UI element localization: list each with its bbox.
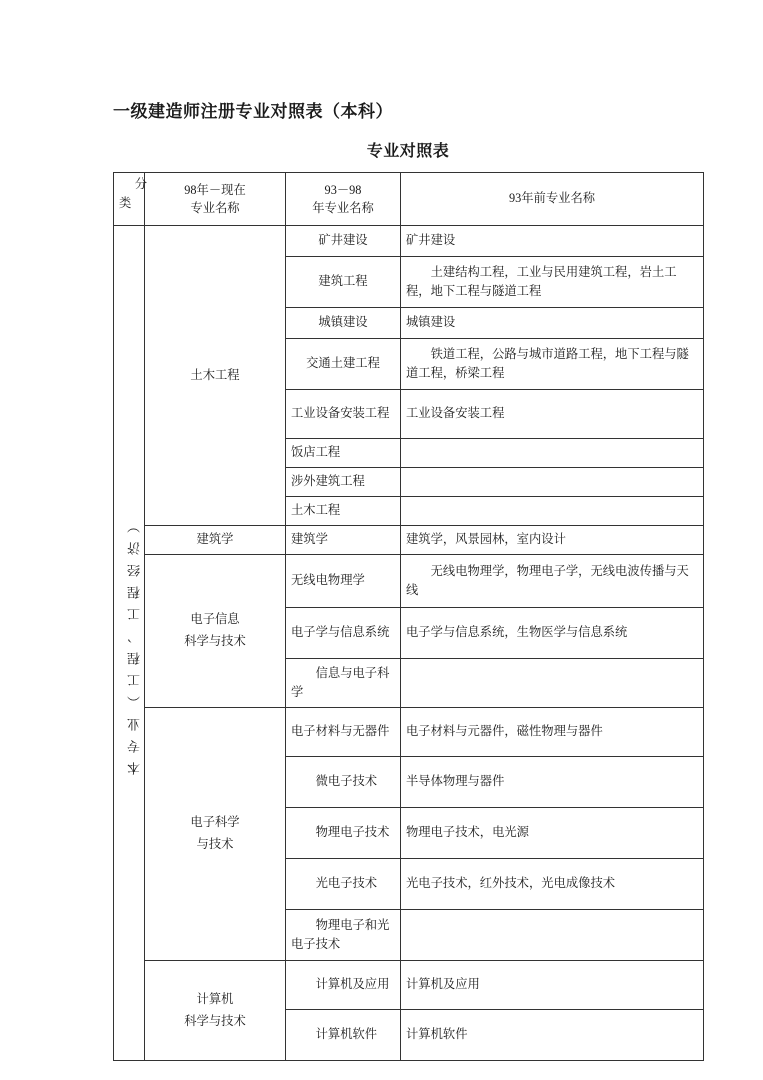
old-major-cell: 矿井建设: [401, 226, 704, 257]
old-major-cell: 电子学与信息系统，生物医学与信息系统: [401, 608, 704, 659]
mid-major-cell: 微电子技术: [286, 757, 401, 808]
page-title: 一级建造师注册专业对照表（本科）: [113, 102, 393, 121]
mid-major-cell: 物理电子和光电子技术: [286, 910, 401, 961]
old-major-cell: [401, 439, 704, 468]
mid-major-cell: 矿井建设: [286, 226, 401, 257]
mid-major-cell: 涉外建筑工程: [286, 468, 401, 497]
category-cell-vertical: [114, 226, 145, 1061]
group-label-line2: 科学与技术: [184, 1013, 246, 1028]
comparison-table-container: [113, 172, 703, 1061]
old-major-cell: 城镇建设: [401, 308, 704, 339]
mid-major-cell: 计算机及应用: [286, 961, 401, 1010]
header-cell-93-98-major: [286, 173, 401, 226]
table-row: [114, 961, 704, 1010]
group-label-line2: 与技术: [196, 837, 234, 851]
table-row: [114, 226, 704, 257]
group-label-line1: 电子科学: [190, 815, 240, 830]
mid-major-cell: 饭店工程: [286, 439, 401, 468]
old-major-cell: 光电子技术，红外技术，光电成像技术: [401, 859, 704, 910]
group-label-electronic-science: [145, 708, 286, 961]
group-label-architecture: 建筑学: [145, 526, 286, 555]
old-major-cell: 铁道工程，公路与城市道路工程，地下工程与隧道工程，桥梁工程: [401, 339, 704, 390]
group-label-civil-engineering: 土木工程: [145, 226, 286, 526]
header-category-char-2: 类: [119, 196, 132, 210]
old-major-cell: 物理电子技术，电光源: [401, 808, 704, 859]
old-major-cell: 半导体物理与器件: [401, 757, 704, 808]
old-major-cell: 电子材料与元器件，磁性物理与器件: [401, 708, 704, 757]
mid-major-cell: 交通土建工程: [286, 339, 401, 390]
major-comparison-table: [113, 172, 704, 1061]
mid-major-cell: 电子材料与无器件: [286, 708, 401, 757]
table-caption: 专业对照表: [366, 143, 450, 160]
old-major-cell: 建筑学，风景园林，室内设计: [401, 526, 704, 555]
mid-major-cell: 无线电物理学: [286, 555, 401, 608]
old-major-cell: [401, 497, 704, 526]
table-row: [114, 555, 704, 608]
header-category-char-1: 分: [134, 177, 147, 191]
mid-major-cell: 城镇建设: [286, 308, 401, 339]
old-major-cell: 无线电物理学，物理电子学，无线电波传播与天线: [401, 555, 704, 608]
table-header-row: [114, 173, 704, 226]
mid-major-cell: 信息与电子科学: [286, 659, 401, 708]
header-cell-pre-93-major: 93年前专业名称: [401, 173, 704, 226]
mid-major-cell: 建筑工程: [286, 257, 401, 308]
mid-major-cell: 物理电子技术: [286, 808, 401, 859]
mid-major-cell: 工业设备安装工程: [286, 390, 401, 439]
table-row: [114, 708, 704, 757]
old-major-cell: [401, 659, 704, 708]
table-row: [114, 526, 704, 555]
header-cell-current-major: [145, 173, 286, 226]
old-major-cell: 计算机软件: [401, 1010, 704, 1061]
mid-major-cell: 土木工程: [286, 497, 401, 526]
group-label-electronic-info-science: [145, 555, 286, 708]
mid-major-cell: 计算机软件: [286, 1010, 401, 1061]
old-major-cell: [401, 468, 704, 497]
mid-major-cell: 建筑学: [286, 526, 401, 555]
category-vertical-label: 本专业（工程、工程经济）: [127, 511, 142, 775]
header-93-98-line2: 年专业名称: [312, 201, 374, 215]
header-current-major-line2: 专业名称: [190, 201, 240, 215]
mid-major-cell: 光电子技术: [286, 859, 401, 910]
group-label-line2: 科学与技术: [184, 634, 246, 648]
mid-major-cell: 电子学与信息系统: [286, 608, 401, 659]
group-label-line1: 计算机: [196, 991, 234, 1006]
header-93-98-line1: 93－98: [324, 182, 362, 197]
group-label-computer-science: [145, 961, 286, 1061]
old-major-cell: 土建结构工程，工业与民用建筑工程，岩土工程，地下工程与隧道工程: [401, 257, 704, 308]
old-major-cell: 计算机及应用: [401, 961, 704, 1010]
header-cell-category: [114, 173, 145, 226]
old-major-cell: [401, 910, 704, 961]
old-major-cell: 工业设备安装工程: [401, 390, 704, 439]
group-label-line1: 电子信息: [190, 612, 240, 627]
header-current-major-line1: 98年－现在: [184, 182, 246, 197]
